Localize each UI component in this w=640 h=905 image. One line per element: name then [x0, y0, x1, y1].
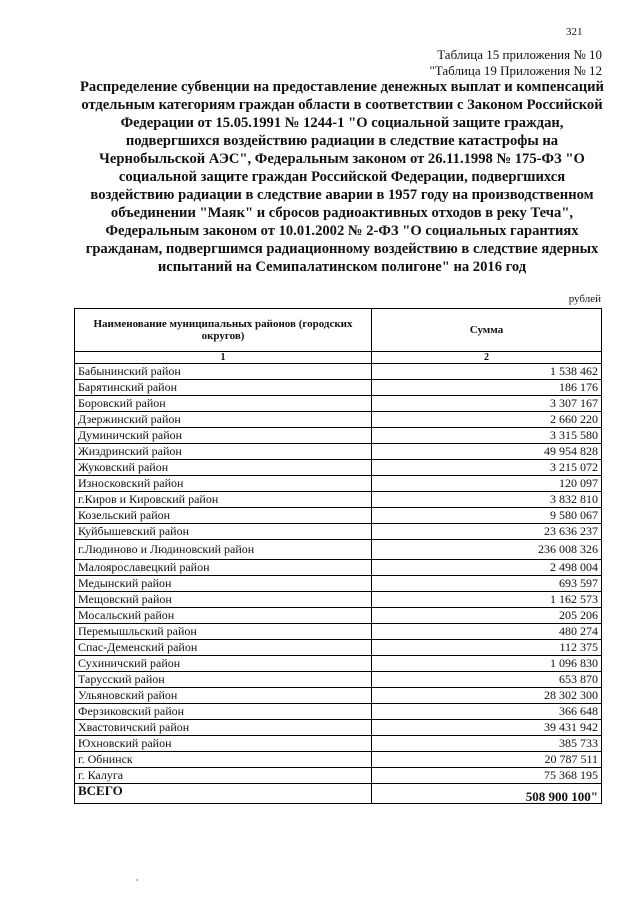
district-sum: 186 176 [372, 380, 602, 396]
table-body [75, 364, 602, 784]
district-sum: 385 733 [372, 736, 602, 752]
units-label: рублей [568, 293, 601, 305]
district-name: Мещовский район [75, 592, 372, 608]
total-row [75, 784, 602, 804]
district-sum: 28 302 300 [372, 688, 602, 704]
district-sum: 693 597 [372, 576, 602, 592]
district-sum: 3 215 072 [372, 460, 602, 476]
district-sum: 2 498 004 [372, 560, 602, 576]
table-row [75, 768, 602, 784]
district-sum: 3 315 580 [372, 428, 602, 444]
district-name: Спас-Деменский район [75, 640, 372, 656]
title-line: социальной защите граждан Российской Федерации, подвергшихся [118, 169, 566, 185]
table-row [75, 444, 602, 460]
district-sum: 1 096 830 [372, 656, 602, 672]
appendix-reference-previous: "Таблица 19 Приложения № 12 [429, 63, 602, 78]
district-sum: 1 162 573 [372, 592, 602, 608]
district-name: Козельский район [75, 508, 372, 524]
district-sum: 9 580 067 [372, 508, 602, 524]
district-sum: 75 368 195 [372, 768, 602, 784]
table-row [75, 656, 602, 672]
district-sum: 20 787 511 [372, 752, 602, 768]
district-sum: 653 870 [372, 672, 602, 688]
table-row [75, 736, 602, 752]
table-row [75, 412, 602, 428]
title-line: гражданам, подвергшимся радиационному воздействию в следствие ядерных [85, 241, 599, 257]
district-name: Барятинский район [75, 380, 372, 396]
table-row [75, 396, 602, 412]
district-name: г. Калуга [75, 768, 372, 784]
title-line: объединении "Маяк" и сбросов радиоактивных отходов в реку Теча", [110, 205, 574, 221]
district-sum: 112 375 [372, 640, 602, 656]
title-line: Чернобыльской АЭС", Федеральным законом от 26.11.1998 № 175-ФЗ "О [99, 151, 585, 167]
table-row [75, 576, 602, 592]
district-sum: 120 097 [372, 476, 602, 492]
district-name: Думиничский район [75, 428, 372, 444]
title-line: воздействию радиации в следствие аварии в 1957 году на производственном [90, 187, 594, 203]
title-line: Федерации от 15.05.1991 № 1244-1 "О социальной защите граждан, [120, 115, 564, 131]
subsidy-distribution-table [74, 308, 602, 804]
district-sum: 39 431 942 [372, 720, 602, 736]
scan-speck [136, 879, 138, 881]
table-row [75, 688, 602, 704]
table-row [75, 720, 602, 736]
district-name: Перемышльский район [75, 624, 372, 640]
district-sum: 23 636 237 [372, 524, 602, 540]
column-header-sum: Сумма [372, 309, 602, 352]
district-name: г.Людиново и Людиновский район [75, 540, 372, 560]
district-name: Ферзиковский район [75, 704, 372, 720]
district-name: г. Обнинск [75, 752, 372, 768]
document-title [74, 78, 610, 276]
district-name: Износковский район [75, 476, 372, 492]
title-line: Федеральным законом от 10.01.2002 № 2-ФЗ "О социальных гарантиях [105, 223, 579, 239]
district-name: Ульяновский район [75, 688, 372, 704]
table-row [75, 752, 602, 768]
district-name: Дзержинский район [75, 412, 372, 428]
district-sum: 3 307 167 [372, 396, 602, 412]
table-row [75, 624, 602, 640]
column-number-2: 2 [372, 352, 602, 364]
district-sum: 49 954 828 [372, 444, 602, 460]
title-line: испытаний на Семипалатинском полигоне" на 2016 год [157, 259, 527, 275]
column-header-district: Наименование муниципальных районов (городских округов) [75, 309, 372, 352]
district-name: Юхновский район [75, 736, 372, 752]
appendix-reference: Таблица 15 приложения № 10 [437, 47, 602, 62]
table-row [75, 524, 602, 540]
district-name: Жуковский район [75, 460, 372, 476]
table-row [75, 428, 602, 444]
table-row [75, 508, 602, 524]
district-name: Жиздринский район [75, 444, 372, 460]
district-sum: 236 008 326 [372, 540, 602, 560]
table-row [75, 672, 602, 688]
table-row [75, 460, 602, 476]
table-row [75, 492, 602, 508]
district-name: Тарусский район [75, 672, 372, 688]
district-sum: 366 648 [372, 704, 602, 720]
table-row [75, 640, 602, 656]
title-line: Распределение субвенции на предоставление денежных выплат и компенсаций [80, 79, 604, 95]
district-sum: 205 206 [372, 608, 602, 624]
page-number: 321 [566, 26, 583, 38]
district-name: г.Киров и Кировский район [75, 492, 372, 508]
district-name: Медынский район [75, 576, 372, 592]
district-name: Мосальский район [75, 608, 372, 624]
district-sum: 3 832 810 [372, 492, 602, 508]
district-name: Малоярославецкий район [75, 560, 372, 576]
district-sum: 2 660 220 [372, 412, 602, 428]
district-sum: 480 274 [372, 624, 602, 640]
table-row [75, 540, 602, 560]
column-number-1: 1 [75, 352, 372, 364]
district-name: Хвастовичский район [75, 720, 372, 736]
table-row [75, 380, 602, 396]
title-line: подвергшихся воздействию радиации в следствие катастрофы на [125, 133, 559, 149]
district-name: Куйбышевский район [75, 524, 372, 540]
table-row [75, 476, 602, 492]
district-name: Боровский район [75, 396, 372, 412]
total-label: ВСЕГО [75, 784, 372, 804]
table-row [75, 560, 602, 576]
table-row [75, 704, 602, 720]
district-name: Бабынинский район [75, 364, 372, 380]
table-row [75, 364, 602, 380]
total-sum: 508 900 100" [372, 784, 602, 804]
title-line: отдельным категориям граждан области в соответствии с Законом Российской [81, 97, 603, 113]
table-row [75, 608, 602, 624]
district-sum: 1 538 462 [372, 364, 602, 380]
district-name: Сухиничский район [75, 656, 372, 672]
table-row [75, 592, 602, 608]
